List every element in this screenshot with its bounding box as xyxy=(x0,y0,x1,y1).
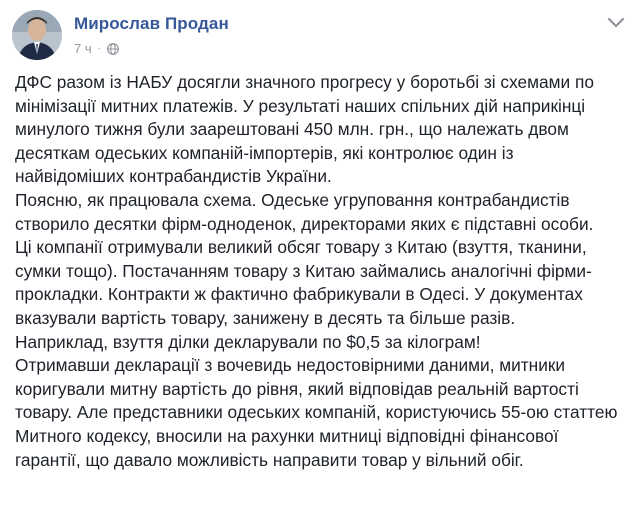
post-header xyxy=(12,6,628,62)
author-name[interactable]: Мирослав Продан xyxy=(74,14,229,33)
post-paragraph: Отримавши декларації з вочевидь недостовірними даними, митники коригували митну вартість до рівня, який відповідав реальній вартості товару. Але представники одеських компаній, користуючись 55-ою статтею Митного кодексу, вносили на рахунки митниці відповідні фінансової гарантії, що давало можливість направити товар у вільний обіг. xyxy=(15,355,618,470)
avatar[interactable] xyxy=(12,10,62,60)
chevron-down-icon[interactable] xyxy=(606,16,626,30)
post-paragraph: Наприклад, взуття ділки декларували по $0,5 за кілограм! xyxy=(15,331,481,352)
post-paragraph: Ці компанії отримували великий обсяг товару з Китаю (взуття, тканини, сумки тощо). Постачанням товару з Китаю займались аналогічні фірми-прокладки. Контракти ж фактично фабрикували в Одесі. У документах вказували вартість товару, занижену в десять та більше разів. xyxy=(15,237,592,328)
post-paragraph: ДФС разом із НАБУ досягли значного прогресу у боротьбі зі схемами по мінімізації митних платежів. У результаті наших спільних дій наприкінці минулого тижня були заарештовані 450 млн. грн., що належать двом десяткам одеських компаній-імпортерів, які контролює один із найвідоміших контрабандистів України. xyxy=(15,72,594,187)
post-time[interactable]: 7 ч xyxy=(74,41,92,56)
profile-photo xyxy=(12,10,62,60)
globe-icon[interactable] xyxy=(107,43,119,55)
post-text xyxy=(15,71,625,472)
post-meta xyxy=(74,41,119,56)
meta-separator: · xyxy=(97,43,101,54)
post-paragraph: Поясню, як працювала схема. Одеське угруповання контрабандистів створило десятки фірм-одноденок, директорами яких є підставні особи. xyxy=(15,189,594,234)
